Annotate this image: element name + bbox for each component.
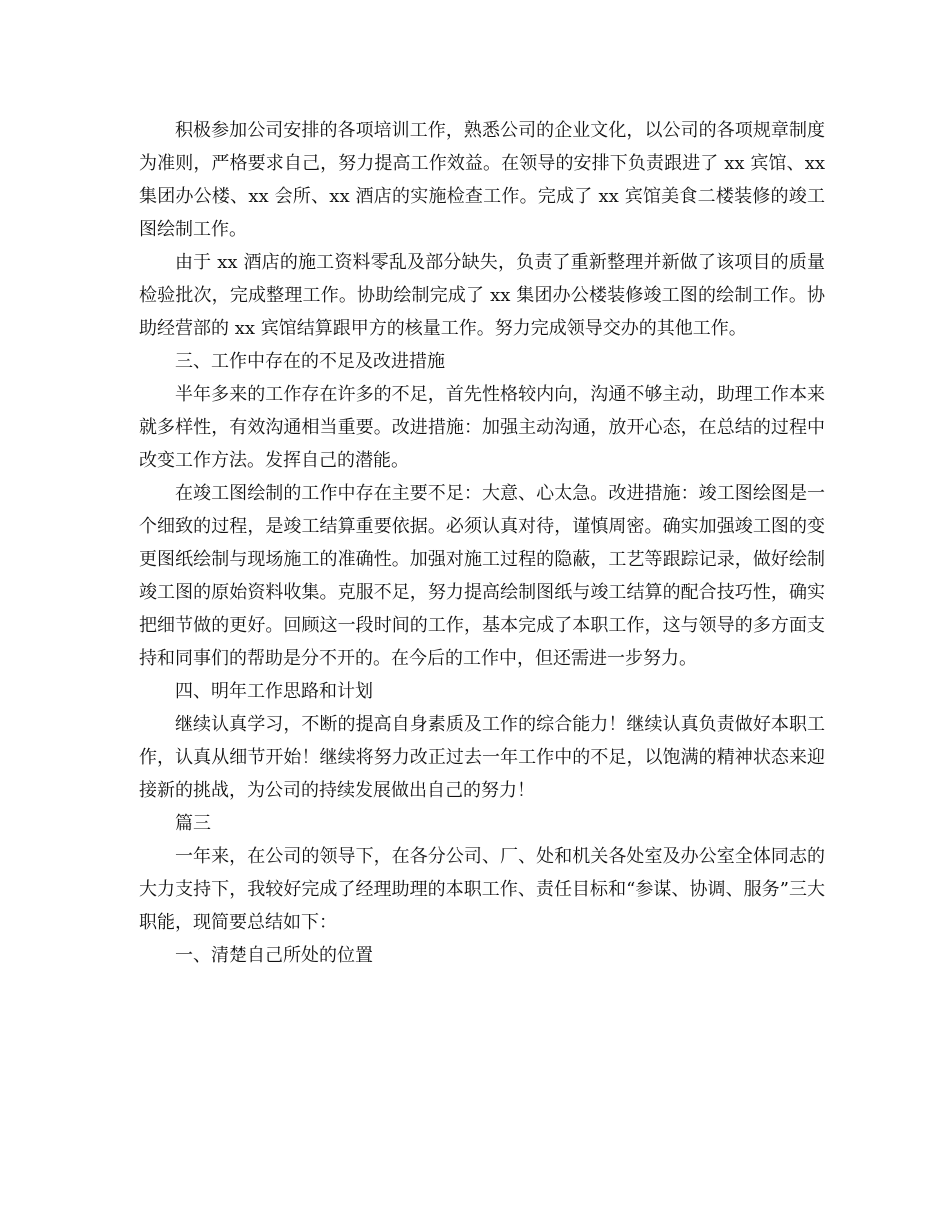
paragraph-communication: 半年多来的工作存在许多的不足，首先性格较内向，沟通不够主动，助理工作本来就多样性，有效沟通相当重要。改进措施：加强主动沟通，放开心态，在总结的过程中改变工作方法。发挥自己的潜能。 xyxy=(139,384,825,471)
part-heading-three: 篇三 xyxy=(175,813,211,834)
section-heading-shortcomings: 三、工作中存在的不足及改进措施 xyxy=(175,351,445,372)
paragraph-year-summary: 一年来，在公司的领导下，在各分公司、厂、处和机关各处室及办公室全体同志的大力支持下，我较好完成了经理助理的本职工作、责任目标和“参谋、协调、服务”三大职能，现简要总结如下： xyxy=(139,846,825,933)
paragraph-drawing-shortcomings: 在竣工图绘制的工作中存在主要不足：大意、心太急。改进措施：竣工图绘图是一个细致的过程，是竣工结算重要依据。必须认真对待，谨慎周密。确实加强竣工图的变更图纸绘制与现场施工的准确性。加强对施工过程的隐蔽，工艺等跟踪记录，做好绘制竣工图的原始资料收集。克服不足，努力提高绘制图纸与竣工结算的配合技巧性，确实把细节做的更好。回顾这一段时间的工作，基本完成了本职工作，这与领导的多方面支持和同事们的帮助是分不开的。在今后的工作中，但还需进一步努力。 xyxy=(139,483,825,669)
paragraph-hotel-materials: 由于 xx 酒店的施工资料零乱及部分缺失，负责了重新整理并新做了该项目的质量检验批次，完成整理工作。协助绘制完成了 xx 集团办公楼装修竣工图的绘制工作。协助经营部的 xx 宾馆结算跟甲方的核量工作。努力完成领导交办的其他工作。 xyxy=(139,252,825,339)
section-heading-position: 一、清楚自己所处的位置 xyxy=(175,945,373,966)
section-heading-next-year-plan: 四、明年工作思路和计划 xyxy=(175,681,373,702)
paragraph-plan: 继续认真学习，不断的提高自身素质及工作的综合能力！继续认真负责做好本职工作，认真从细节开始！继续将努力改正过去一年工作中的不足，以饱满的精神状态来迎接新的挑战，为公司的持续发展做出自己的努力！ xyxy=(139,714,825,801)
paragraph-training: 积极参加公司安排的各项培训工作，熟悉公司的企业文化，以公司的各项规章制度为准则，严格要求自己，努力提高工作效益。在领导的安排下负责跟进了 xx 宾馆、xx 集团办公楼、xx 会所、xx 酒店的实施检查工作。完成了 xx 宾馆美食二楼装修的竣工图绘制工作。 xyxy=(139,120,825,240)
document-body xyxy=(139,114,825,972)
